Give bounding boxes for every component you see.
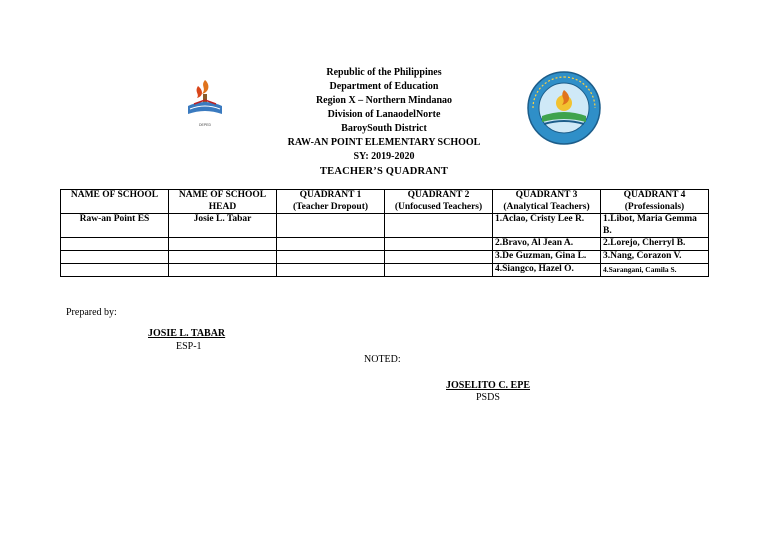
table-row — [61, 251, 709, 264]
header-line-1: Republic of the Philippines — [326, 67, 442, 78]
cell-school — [61, 264, 169, 277]
cell-q4: 3.Nang, Corazon V. — [601, 251, 709, 264]
quadrant-table — [60, 189, 709, 277]
cell-q2 — [385, 264, 493, 277]
cell-q4: 1.Libot, Maria Gemma B. — [601, 214, 709, 238]
cell-school: Raw-an Point ES — [61, 214, 169, 238]
noted-position: PSDS — [476, 392, 500, 403]
table-header-row — [61, 190, 709, 214]
noted-label: NOTED: — [364, 354, 401, 365]
cell-q1 — [277, 251, 385, 264]
header-line-7: SY: 2019-2020 — [353, 151, 415, 162]
header-line-2: Department of Education — [329, 81, 439, 92]
cell-q1 — [277, 238, 385, 251]
header-quadrant-2: QUADRANT 2 (Unfocused Teachers) — [385, 190, 493, 214]
prepared-by-position: ESP-1 — [176, 341, 202, 352]
cell-school-head — [169, 251, 277, 264]
header-name-of-school: NAME OF SCHOOL — [61, 190, 169, 214]
cell-q2 — [385, 214, 493, 238]
document-title: TEACHER’S QUADRANT — [319, 166, 449, 177]
header-school-head: NAME OF SCHOOL HEAD — [169, 190, 277, 214]
header-line-4: Division of LanaodelNorte — [327, 109, 441, 120]
cell-q3: 2.Bravo, Al Jean A. — [493, 238, 601, 251]
cell-q2 — [385, 238, 493, 251]
cell-q4: 4.Sarangani, Camila S. — [601, 264, 709, 277]
cell-school-head — [169, 238, 277, 251]
cell-school-head — [169, 264, 277, 277]
cell-school — [61, 238, 169, 251]
cell-q3: 3.De Guzman, Gina L. — [493, 251, 601, 264]
header-line-5: BaroySouth District — [341, 123, 427, 134]
table-row — [61, 238, 709, 251]
header-line-6: RAW-AN POINT ELEMENTARY SCHOOL — [287, 137, 481, 148]
cell-q3: 1.Aclao, Cristy Lee R. — [493, 214, 601, 238]
cell-q4: 2.Lorejo, Cherryl B. — [601, 238, 709, 251]
header-quadrant-1: QUADRANT 1 (Teacher Dropout) — [277, 190, 385, 214]
cell-school — [61, 251, 169, 264]
noted-name: JOSELITO C. EPE — [446, 380, 531, 391]
table-row — [61, 264, 709, 277]
header-quadrant-4: QUADRANT 4 (Professionals) — [601, 190, 709, 214]
cell-q2 — [385, 251, 493, 264]
prepared-by-label: Prepared by: — [66, 307, 117, 318]
table-row — [61, 214, 709, 238]
cell-school-head: Josie L. Tabar — [169, 214, 277, 238]
header-quadrant-3: QUADRANT 3 (Analytical Teachers) — [493, 190, 601, 214]
svg-text:DEPED: DEPED — [198, 123, 212, 127]
cell-q3: 4.Siangco, Hazel O. — [493, 264, 601, 277]
cell-q1 — [277, 264, 385, 277]
cell-q1 — [277, 214, 385, 238]
prepared-by-name: JOSIE L. TABAR — [148, 328, 226, 339]
header-line-3: Region X – Northern Mindanao — [315, 95, 453, 106]
